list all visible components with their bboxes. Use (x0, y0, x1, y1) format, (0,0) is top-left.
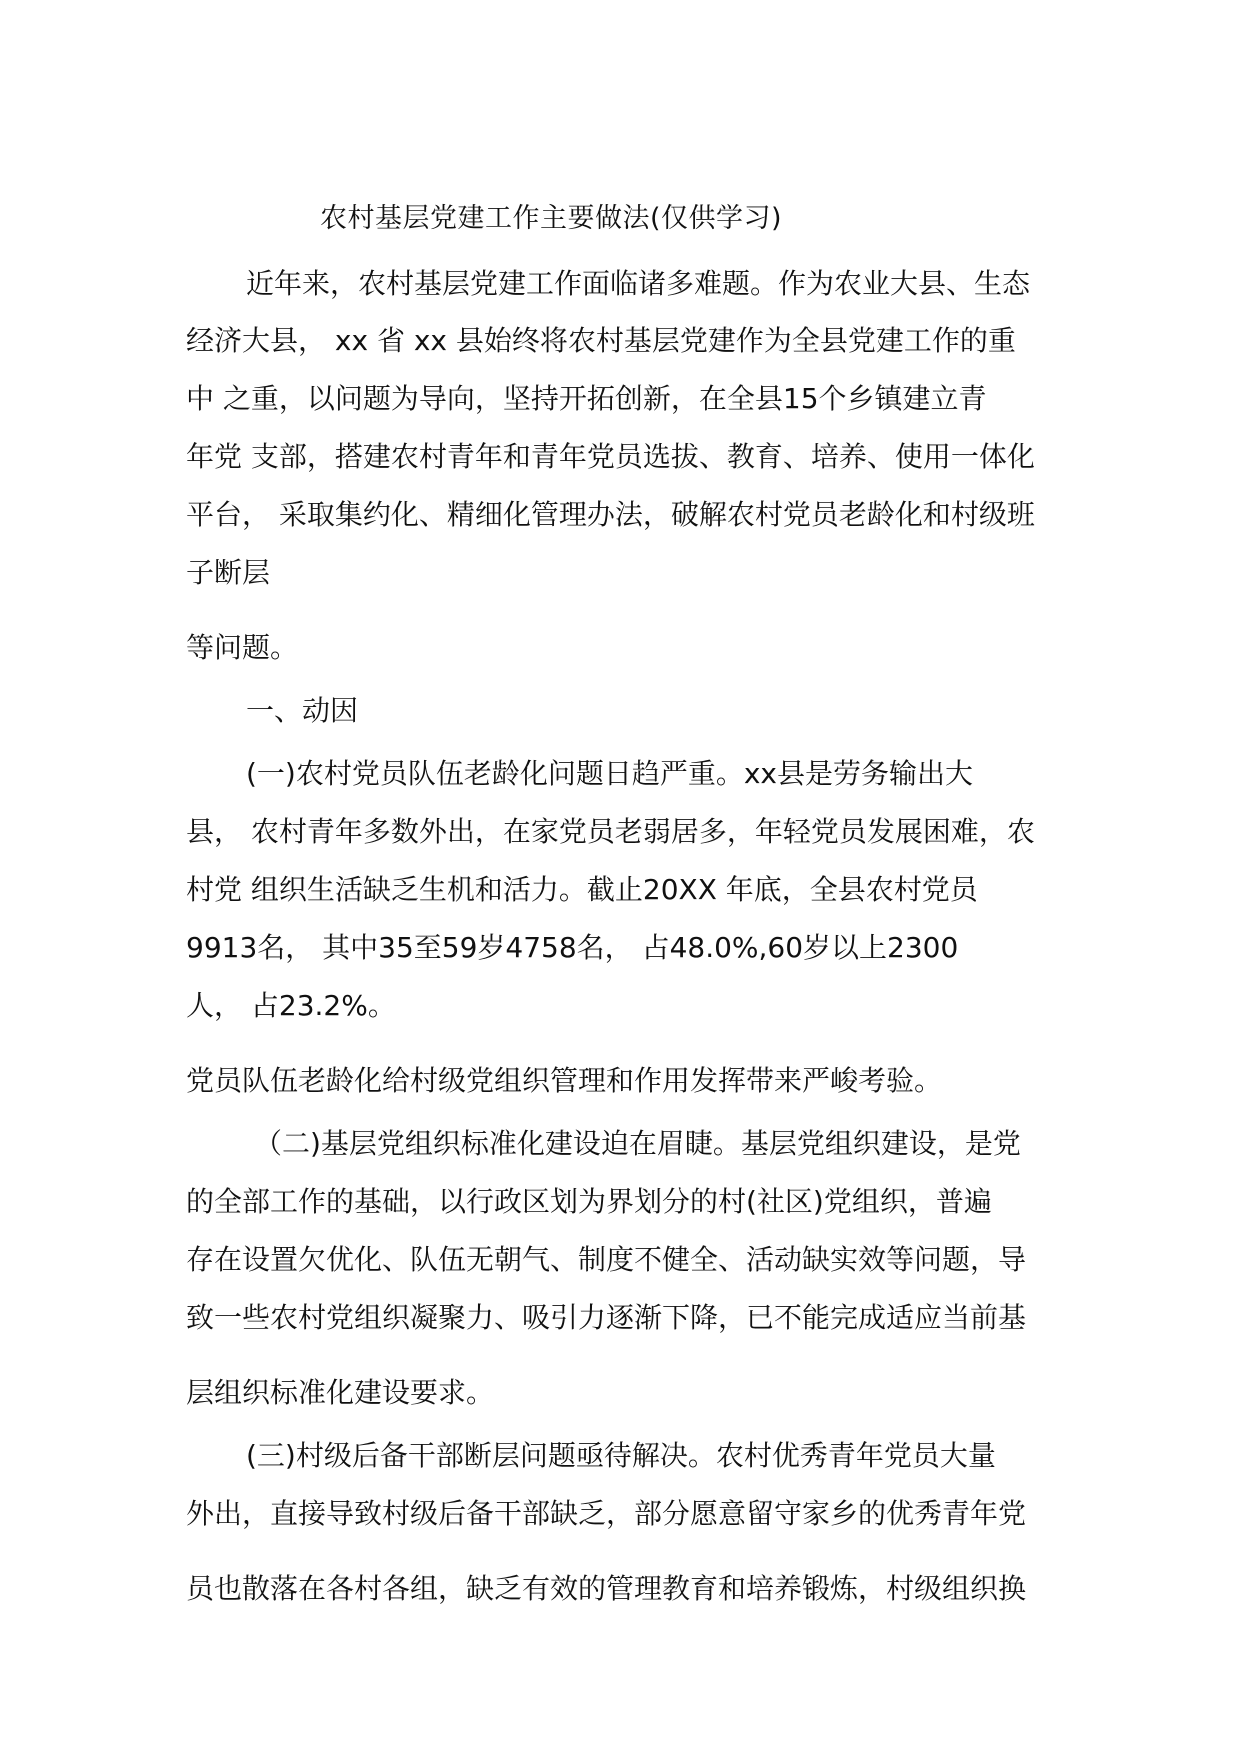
paragraph-line: 年党 支部，搭建农村青年和青年党员选拔、教育、培养、使用一体化 (186, 440, 1035, 473)
paragraph-line: 经济大县， xx 省 xx 县始终将农村基层党建作为全县党建工作的重 (186, 324, 1016, 357)
paragraph-line: 外出，直接导致村级后备干部缺乏，部分愿意留守家乡的优秀青年党 (186, 1497, 1027, 1530)
paragraph-line: 致一些农村党组织凝聚力、吸引力逐渐下降，已不能完成适应当前基 (186, 1301, 1027, 1334)
subsection-heading: (三)村级后备干部断层问题亟待解决。农村优秀青年党员大量 (246, 1439, 996, 1472)
document-title: 农村基层党建工作主要做法(仅供学习) (320, 203, 783, 234)
paragraph-line: 中 之重，以问题为导向，坚持开拓创新，在全县15个乡镇建立青 (186, 382, 987, 415)
subsection-heading: （二)基层党组织标准化建设迫在眉睫。基层党组织建设，是党 (254, 1127, 1021, 1160)
paragraph-line: 员也散落在各村各组，缺乏有效的管理教育和培养锻炼，村级组织换 (186, 1572, 1027, 1605)
paragraph-line: 平台， 采取集约化、精细化管理办法，破解农村党员老龄化和村级班 (186, 498, 1035, 531)
subsection-heading: (一)农村党员队伍老龄化问题日趋严重。xx县是劳务输出大 (246, 757, 973, 790)
paragraph-line: 等问题。 (186, 631, 299, 664)
paragraph-line: 9913名， 其中35至59岁4758名， 占48.0%,60岁以上2300 (186, 931, 959, 964)
paragraph-line: 子断层 (186, 556, 271, 589)
paragraph-line: 人， 占23.2%。 (186, 989, 396, 1022)
paragraph-line: 近年来，农村基层党建工作面临诸多难题。作为农业大县、生态 (246, 267, 1031, 300)
paragraph-line: 层组织标准化建设要求。 (186, 1376, 495, 1409)
paragraph-line: 党员队伍老龄化给村级党组织管理和作用发挥带来严峻考验。 (186, 1064, 943, 1097)
paragraph-line: 村党 组织生活缺乏生机和活力。截止20XX 年底，全县农村党员 (186, 873, 978, 906)
paragraph-line: 存在设置欠优化、队伍无朝气、制度不健全、活动缺实效等问题，导 (186, 1243, 1027, 1276)
paragraph-line: 县， 农村青年多数外出，在家党员老弱居多，年轻党员发展困难，农 (186, 815, 1035, 848)
paragraph-line: 的全部工作的基础，以行政区划为界划分的村(社区)党组织，普遍 (186, 1185, 992, 1218)
section-heading: 一、动因 (246, 694, 359, 727)
